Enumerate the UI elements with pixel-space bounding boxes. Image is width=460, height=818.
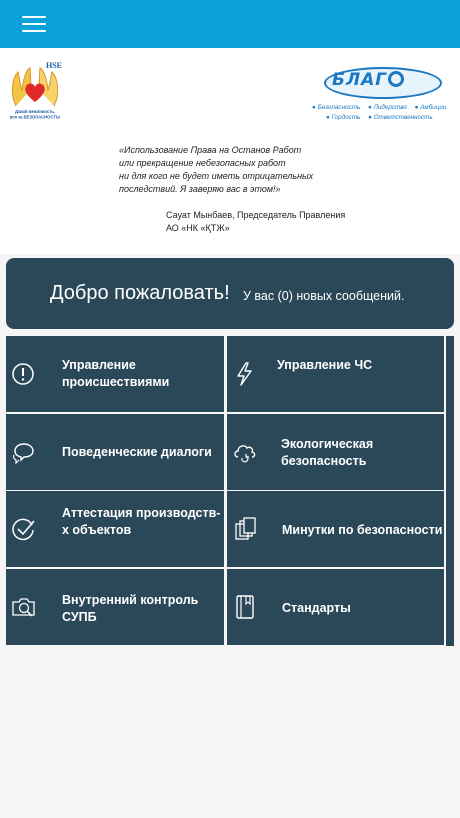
top-app-bar <box>0 0 460 48</box>
author-name: Сауат Мынбаев, Председатель Правления <box>166 210 346 220</box>
tile-label: Минутки по безопасности <box>282 523 443 537</box>
tile-label: Аттестация производств-х объектов <box>62 506 221 537</box>
tile-incident-management[interactable] <box>6 336 224 412</box>
tile-internal-control[interactable] <box>6 569 224 645</box>
camera-icon <box>11 594 37 620</box>
blago-logo-title: БЛАГ <box>332 70 404 90</box>
quote-author <box>166 209 366 235</box>
quote-line: или прекращение небезопасных работ <box>119 158 286 168</box>
tile-label: Экологическая безопасность <box>281 437 374 468</box>
author-company: АО «НК «ҚТЖ» <box>166 223 230 233</box>
cloud-recycle-icon <box>232 439 258 465</box>
check-circle-icon <box>11 516 37 542</box>
tile-label: Управление происшествиями <box>62 358 170 389</box>
tile-label: Поведенческие диалоги <box>62 445 212 459</box>
tile-standards[interactable] <box>227 569 444 645</box>
quote-line: «Использование Права на Останов Работ <box>119 145 302 155</box>
quote-line: последствий. Я заверяю вас в этом!» <box>119 184 281 194</box>
tile-ecological-safety[interactable] <box>227 414 444 490</box>
quote-line: ни для кого не будет иметь отрицательных <box>119 171 314 181</box>
tile-label: Управление ЧС <box>277 358 373 372</box>
ceo-quote <box>119 144 349 196</box>
welcome-title: Добро пожаловать! <box>50 282 230 304</box>
tile-emergency-management[interactable] <box>227 336 444 412</box>
svg-text:вся за БЕЗОПАСНОСТЬ!: вся за БЕЗОПАСНОСТЬ! <box>9 114 61 120</box>
book-icon <box>232 594 258 620</box>
new-messages-link[interactable]: У вас (0) новых сообщений. <box>243 289 405 303</box>
tile-label: Внутренний контроль СУПБ <box>62 593 199 624</box>
blago-logo <box>310 61 454 123</box>
svg-text:Давай вежливость,: Давай вежливость, <box>14 109 56 114</box>
welcome-banner <box>6 258 454 329</box>
lightning-bolt-icon <box>232 361 258 387</box>
documents-icon <box>232 516 258 542</box>
svg-text:HSE: HSE <box>46 61 63 70</box>
tile-behavioral-dialogues[interactable] <box>6 414 224 490</box>
alert-circle-icon <box>11 361 37 387</box>
scroll-edge-strip <box>446 336 454 646</box>
tile-label: Стандарты <box>282 601 351 615</box>
hamburger-menu-icon[interactable] <box>22 15 46 33</box>
tile-facility-certification[interactable] <box>6 491 224 567</box>
blago-values: ● Безопасность ● Лидерство ● Амбиции ● Гордость ● Ответственность <box>312 104 447 121</box>
hse-logo <box>6 60 64 122</box>
tile-safety-minutes[interactable] <box>227 491 444 567</box>
chat-bubbles-icon <box>11 439 37 465</box>
